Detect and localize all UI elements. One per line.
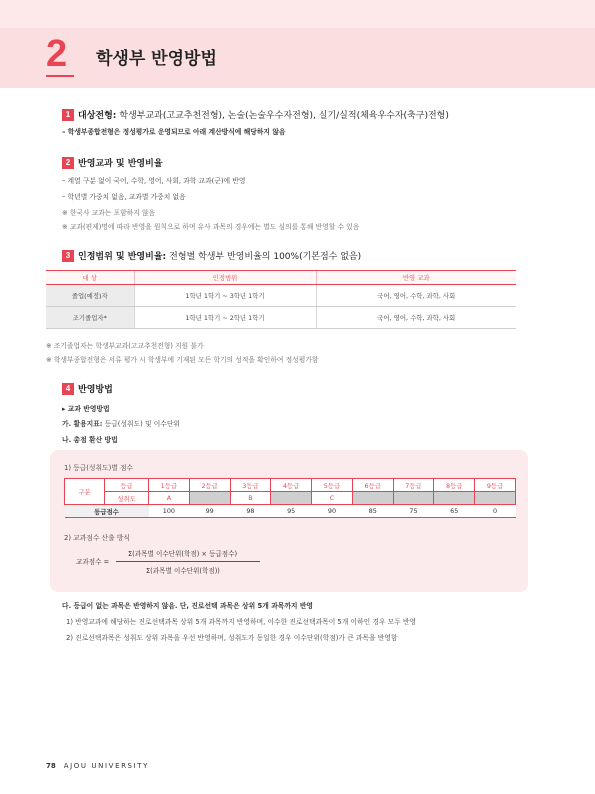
grade-row [65, 479, 516, 492]
points-cell: 99 [189, 505, 230, 518]
points-label: 등급점수 [65, 505, 149, 518]
s2-line-1: – 계열 구분 없이 국어, 수학, 영어, 사회, 과학 교과(군)에 반영 [62, 177, 246, 185]
grade-table [64, 478, 516, 518]
table-cell: 조기졸업자* [46, 307, 134, 329]
points-cell: 100 [149, 505, 190, 518]
points-cell: 90 [312, 505, 353, 518]
s2-head: 반영교과 및 반영비율 [78, 159, 163, 169]
grade-label: 구분 [65, 479, 105, 505]
grade-cell: 2등급 [189, 479, 230, 492]
section-number: 2 [46, 33, 68, 75]
s1-badge: 1 [62, 109, 74, 121]
points-cell: 0 [475, 505, 516, 518]
formula-denominator: Σ(과목별 이수단위(학점)) [146, 567, 220, 575]
table-row [46, 285, 516, 307]
grade-cell: 4등급 [271, 479, 312, 492]
points-cell: 85 [352, 505, 393, 518]
s2-heading [62, 156, 166, 169]
s2-badge: 2 [62, 157, 74, 169]
s3-text: 전형별 학생부 반영비율의 100%(기본점수 없음) [169, 252, 362, 262]
achievement-cell [189, 492, 230, 505]
section-title: 학생부 반영방법 [96, 49, 217, 69]
s3-badge: 3 [62, 250, 74, 262]
points-row [65, 505, 516, 518]
achievement-cell [475, 492, 516, 505]
s1-sub: – 학생부종합전형은 정성평가로 운영되므로 아래 계산방식에 해당하지 않음 [62, 128, 286, 136]
s3-heading [62, 249, 361, 262]
table-header: 대 상 [46, 271, 134, 285]
university-name: AJOU UNIVERSITY [63, 762, 150, 770]
achievement-cell [352, 492, 393, 505]
s4-na: 나. 총점 환산 방법 [62, 436, 118, 444]
table-cell: 1학년 1학기 ~ 3학년 1학기 [134, 285, 316, 307]
page-number: 78 [46, 762, 56, 770]
s4-ga-text: 등급(성취도) 및 이수단위 [104, 420, 180, 428]
s4-arrow-line: ▸ 교과 반영방법 [62, 405, 110, 413]
grade-cell: 등급 [105, 479, 149, 492]
s4-ga-label: 가. 활용지표: [62, 420, 103, 428]
table-header-row [46, 271, 516, 285]
table-cell: 졸업(예정)자 [46, 285, 134, 307]
grade-cell: 5등급 [312, 479, 353, 492]
s4-ga [62, 418, 180, 428]
achievement-cell [393, 492, 434, 505]
s3-note-2: ※ 학생부종합전형은 서류 평가 시 학생부에 기재된 모든 학기의 성적을 확인하여 정성평가함 [46, 356, 319, 364]
s3-head: 인정범위 및 반영비율: [78, 252, 167, 262]
grade-cell: 1등급 [149, 479, 190, 492]
points-cell: 95 [271, 505, 312, 518]
achievement-cell: B [230, 492, 271, 505]
s4-da-item-1: 1) 반영교과에 해당하는 진로선택과목 상위 5개 과목까지 반영하며, 이수한 진로선택과목이 5개 이하인 경우 모두 반영 [66, 618, 417, 626]
section-header [0, 28, 595, 88]
s4-da: 다. 등급이 없는 과목은 반영하지 않음. 단, 진로선택 과목은 상위 5개 과목까지 반영 [62, 602, 313, 610]
achievement-cell: A [149, 492, 190, 505]
fraction-bar [116, 561, 260, 562]
table-header: 인정범위 [134, 271, 316, 285]
points-cell: 75 [393, 505, 434, 518]
s1-text: 학생부교과(고교추천전형), 논술(논술우수자전형), 실기/실적(체육우수자(축구)전형) [119, 111, 449, 121]
achievement-row [65, 492, 516, 505]
formula-numerator: Σ(과목별 이수단위(학점) × 등급점수) [128, 550, 238, 558]
s4-heading [62, 382, 116, 395]
achievement-cell: 성취도 [105, 492, 149, 505]
s1-heading [62, 108, 449, 121]
points-cell: 65 [434, 505, 475, 518]
s3-note-1: ※ 조기졸업자는 학생부교과(고교추천전형) 지원 불가 [46, 342, 204, 350]
box-title-2: 2) 교과점수 산출 방식 [64, 534, 130, 542]
recognition-table [46, 270, 516, 329]
formula-lhs: 교과점수 = [76, 558, 110, 566]
table-cell: 국어, 영어, 수학, 과학, 사회 [316, 307, 516, 329]
s1-head: 대상전형: [78, 111, 117, 121]
grade-cell: 6등급 [352, 479, 393, 492]
box-title-1: 1) 등급(성취도)별 점수 [64, 464, 134, 472]
table-header: 반영 교과 [316, 271, 516, 285]
s2-line-2: – 학년별 가중치 없음, 교과별 가중치 없음 [62, 193, 186, 201]
top-band [0, 0, 595, 28]
grade-cell: 3등급 [230, 479, 271, 492]
table-cell: 1학년 1학기 ~ 2학년 1학기 [134, 307, 316, 329]
s4-da-item-2: 2) 진로선택과목은 성취도 상위 과목을 우선 반영하며, 성취도가 동일한 경우 이수단위(학점)가 큰 과목을 반영함 [66, 634, 398, 642]
table-cell: 국어, 영어, 수학, 과학, 사회 [316, 285, 516, 307]
grade-cell: 8등급 [434, 479, 475, 492]
footer [46, 762, 149, 770]
achievement-cell: C [312, 492, 353, 505]
table-row [46, 307, 516, 329]
s2-note-2: ※ 교과(편제)명에 따라 반영을 원칙으로 하며 유사 과목의 경우에는 별도 심의를 통해 반영할 수 있음 [62, 223, 360, 231]
s4-head: 반영방법 [78, 385, 113, 395]
achievement-cell [434, 492, 475, 505]
s4-badge: 4 [62, 383, 74, 395]
section-number-underline [46, 75, 74, 77]
grade-cell: 9등급 [475, 479, 516, 492]
s2-note-1: ※ 한국사 교과는 포함하지 않음 [62, 209, 156, 217]
achievement-cell [271, 492, 312, 505]
points-cell: 98 [230, 505, 271, 518]
grade-cell: 7등급 [393, 479, 434, 492]
